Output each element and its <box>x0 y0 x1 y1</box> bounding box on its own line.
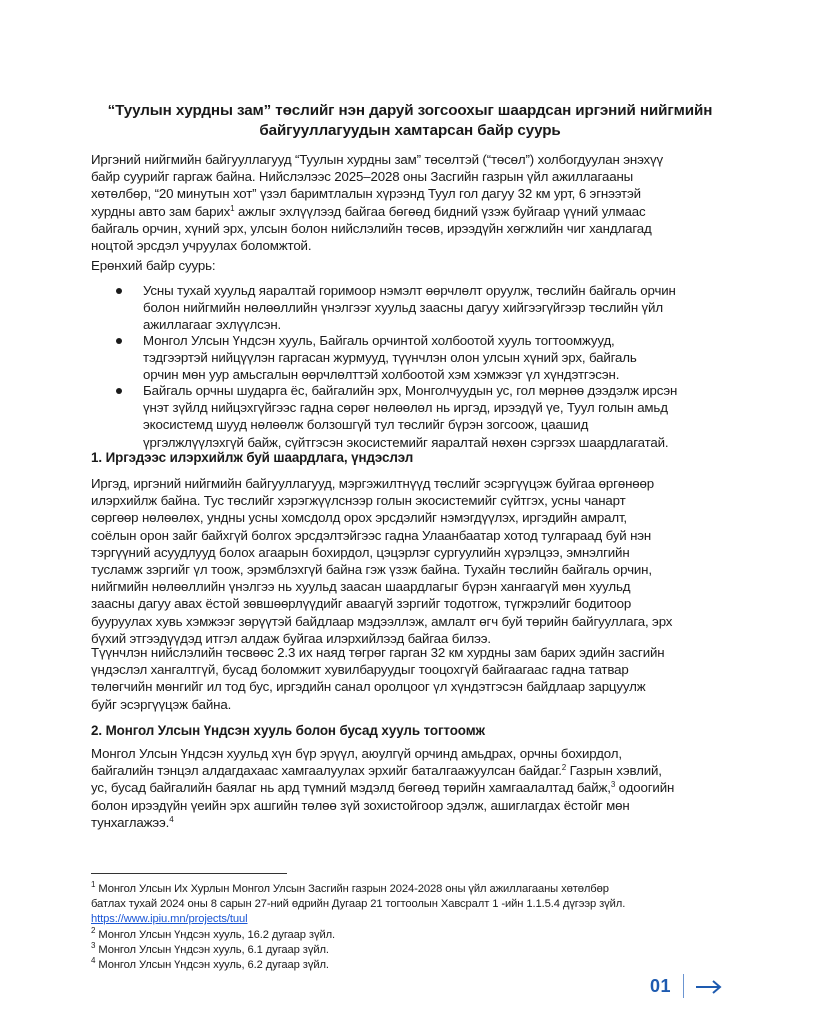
bullet-line: үргэлжлүүлэхгүй байж, сүйтгэсэн экосистемийг яаралтай нөхөн сэргээх шаардлагатай. <box>143 434 669 450</box>
bullet-line: орчин мөн уур амьсгалын өөрчлөлттэй холбоотой хэм хэмжээг үл хүндэтгэсэн. <box>143 367 620 383</box>
bullet-icon <box>116 338 122 344</box>
intro-text: ажлыг эхлүүлээд байгаа бөгөөд бидний үзэж буйгаар үүний улмаас <box>238 203 646 219</box>
section-1-paragraph-1 <box>91 475 751 647</box>
paragraph-line: буйг эсэргүүцэж байна. <box>91 696 232 712</box>
bullet-text <box>143 332 637 384</box>
footnote-text: Монгол Улсын Үндсэн хууль, 6.2 дугаар зүйл. <box>95 959 329 972</box>
footnote-number: 2 <box>91 925 96 935</box>
footnote-3 <box>91 940 751 958</box>
bullet-line: Монгол Улсын Үндсэн хууль, Байгаль орчинтой холбоотой хууль тогтоомжууд, <box>143 333 615 348</box>
arrow-right-icon[interactable] <box>695 978 723 996</box>
paragraph-line: болон ирээдүйн үеийн эрх ашгийн төлөө зүй зохистойгоор эдэлж, ашиглагдах ёстойг мөн <box>91 797 630 813</box>
intro-line: Иргэний нийгмийн байгууллагууд “Туулын хурдны зам” төсөлтэй (“төсөл”) холбогдуулан энэхүү <box>91 152 664 167</box>
footnote-ref[interactable]: 3 <box>610 780 616 790</box>
bullet-line: үнэт зүйлд нийцэхгүйгээс гадна сөрөг нөлөөлөл нь иргэд, ирээдүй үе, Туул голын амьд <box>143 400 668 416</box>
footnote-text: батлах тухай 2024 оны 8 сарын 27-ний өдрийн Дугаар 21 тогтоолын Хавсралт 1 -ийн 1.1.5.4 дүгээр зүйл. <box>91 898 626 911</box>
bullet-line: Байгаль орчны шударга ёс, байгалийн эрх, Монголчуудын ус, гол мөрнөө дээдэлж ирсэн <box>143 383 678 398</box>
footnote-text: Монгол Улсын Үндсэн хууль, 6.1 дугаар зүйл. <box>95 943 329 956</box>
paragraph-text: Газрын хэвлий, <box>566 763 662 779</box>
footnote-link[interactable]: https://www.ipiu.mn/projects/tuul <box>91 913 248 926</box>
paragraph-line: тусламж зэргийг үл тоож, эрэмблэхгүй байна гэж үзэж байна. Тухайн төслийн байгаль орчин, <box>91 562 652 578</box>
paragraph-line: бууруулах хувь хэмжээг зөрүүтэй байдлаар мэдээллэж, амлалт өгч буй төрийн байгууллага, эрх <box>91 613 673 629</box>
intro-text: хурдны авто зам барих <box>91 203 231 219</box>
intro-line <box>91 203 751 220</box>
section-2-heading: 2. Монгол Улсын Үндсэн хууль болон бусад хууль тогтоомж <box>91 723 485 738</box>
paragraph-line: заасны дагуу авах ёстой зөвшөөрлүүдийг аваагүй зэргийг тодотгож, түгжрэлийг бодитоор <box>91 596 632 612</box>
footnotes <box>91 882 751 973</box>
page-number-divider <box>683 974 684 998</box>
footnote-1 <box>91 882 751 897</box>
intro-paragraph <box>91 151 751 254</box>
section-2-paragraph <box>91 745 751 831</box>
footnote-2 <box>91 925 751 943</box>
bullet-line: ажиллагааг эхлүүлсэн. <box>143 317 282 333</box>
title-line: “Туулын хурдны зам” төслийг нэн даруй зогсоохыг шаардсан иргэний нийгмийн <box>107 102 713 119</box>
footnote-number: 1 <box>91 880 96 889</box>
intro-line: байр суурийг гаргаж байна. Нийслэлээс 2025–2028 оны Засгийн газрын үйл ажиллагааны <box>91 169 634 185</box>
bullet-line: экосистемд шууд нөлөөлж болзошгүй тул төслийг бүрэн зогсоож, цаашид <box>143 417 589 433</box>
paragraph-line <box>91 762 751 779</box>
paragraph-line: Иргэд, иргэний нийгмийн байгууллагууд, мэргэжилтнүүд төслийг эсэргүүцэж буйгаа өргөнөөр <box>91 476 654 491</box>
bullet-icon <box>116 288 122 294</box>
bullet-text <box>143 282 676 334</box>
paragraph-line: тэргүүний асуудлууд болох агаарын бохирдол, цэцэрлэг сургуулийн хүрэлцээ, эмнэлгийн <box>91 544 630 560</box>
footnote-divider <box>91 873 287 874</box>
paragraph-line: соёлын орон зайг байхгүй болгох эрсдэлтэйгээс гадна Улаанбаатар хотод тулгараад буй нэн <box>91 527 652 543</box>
paragraph-text: одоогийн <box>615 780 675 796</box>
footnote-ref[interactable]: 4 <box>169 814 174 824</box>
bullet-icon <box>116 388 122 394</box>
page-number: 01 <box>650 976 672 996</box>
footnote-ref[interactable]: 2 <box>561 763 567 773</box>
footnote-number: 3 <box>91 940 96 950</box>
paragraph-text: ус, бусад байгалийн баялаг нь ард түмний мэдэлд бөгөөд төрийн хамгаалалтад байж, <box>91 780 611 796</box>
paragraph-line: Түүнчлэн нийслэлийн төсвөөс 2.3 их наяд төгрөг гарган 32 км хурдны зам барих эдийн засгийн <box>91 645 665 660</box>
paragraph-line <box>91 779 751 796</box>
paragraph-text: тунхаглажээ. <box>91 814 170 830</box>
bullet-line: тэдгээртэй нийцүүлэн гаргасан журмууд, түүнчлэн олон улсын хүний эрх, байгаль <box>143 350 637 366</box>
footnote-number: 4 <box>91 956 96 966</box>
bullet-line: болон нийгмийн нөлөөллийн үнэлгээг хуульд заасны дагуу хийгээгүйгээр төслийн үйл <box>143 300 663 316</box>
intro-line: ноцтой эрсдэл учруулах боломжтой. <box>91 238 312 254</box>
document-title <box>60 101 760 141</box>
section-1-paragraph-2 <box>91 644 751 713</box>
general-position-label: Ерөнхий байр суурь: <box>91 258 216 273</box>
paragraph-line: үндэслэл хангалтгүй, бусад боломжит хувилбаруудыг тооцохгүй байгаагаас гадна татвар <box>91 662 629 678</box>
paragraph-line: төлөгчийн мөнгийг ил тод бус, иргэдийн санал оролцоог үл хүндэтгэсэн байдлаар зарцуулж <box>91 679 646 695</box>
footnote-4 <box>91 958 751 973</box>
paragraph-line: нийгмийн нөлөөллийн үнэлгээ нь хуульд заасан шаардлагыг бүрэн хангаагүй мөн хуульд <box>91 579 631 595</box>
footnote-link-line <box>91 912 751 927</box>
footnote-text: Монгол Улсын Их Хурлын Монгол Улсын Засгийн газрын 2024-2028 оны үйл ажиллагааны хөтөлбөр <box>95 883 609 895</box>
paragraph-line <box>91 814 751 831</box>
title-line: байгууллагуудын хамтарсан байр суурь <box>259 122 561 139</box>
footnote-ref[interactable]: 1 <box>230 203 235 213</box>
section-1-heading: 1. Иргэдээс илэрхийлж буй шаардлага, үндэслэл <box>91 450 414 465</box>
paragraph-line: сөргөөр нөлөөлөх, ундны усны хомсдолд орох эрсдэлийг нэмэгдүүлэх, иргэдийн амралт, <box>91 510 627 526</box>
paragraph-text: байгалийн тэнцэл алдагдахаас хамгаалуулах эрхийг баталгаажуулсан байдаг. <box>91 763 562 779</box>
paragraph-line: бүхий этгээдүүдэд итгэл алдаж буйгаа илэрхийлээд байгаа билээ. <box>91 630 491 646</box>
footnote-text: Монгол Улсын Үндсэн хууль, 16.2 дугаар зүйл. <box>95 928 336 941</box>
bullet-text <box>143 382 677 451</box>
paragraph-line: Монгол Улсын Үндсэн хуульд хүн бүр эрүүл, аюулгүй орчинд амьдрах, орчны бохирдол, <box>91 746 622 761</box>
intro-line: байгаль орчин, хүний эрх, улсын болон нийслэлийн төсөв, ирээдүйн хөгжлийн чиг хандлагад <box>91 220 652 236</box>
paragraph-line: илэрхийлж байна. Тус төслийг хэрэгжүүлснээр голын экосистемийг сүйтгэх, усны чанарт <box>91 493 626 509</box>
bullet-line: Усны тухай хуульд яаралтай горимоор нэмэлт өөрчлөлт оруулж, төслийн байгаль орчин <box>143 283 676 298</box>
intro-line: хөтөлбөр, “20 минутын хот” үзэл баримтлалын хүрээнд Туул гол дагуу 32 км урт, 6 эгнээтэй <box>91 186 641 202</box>
